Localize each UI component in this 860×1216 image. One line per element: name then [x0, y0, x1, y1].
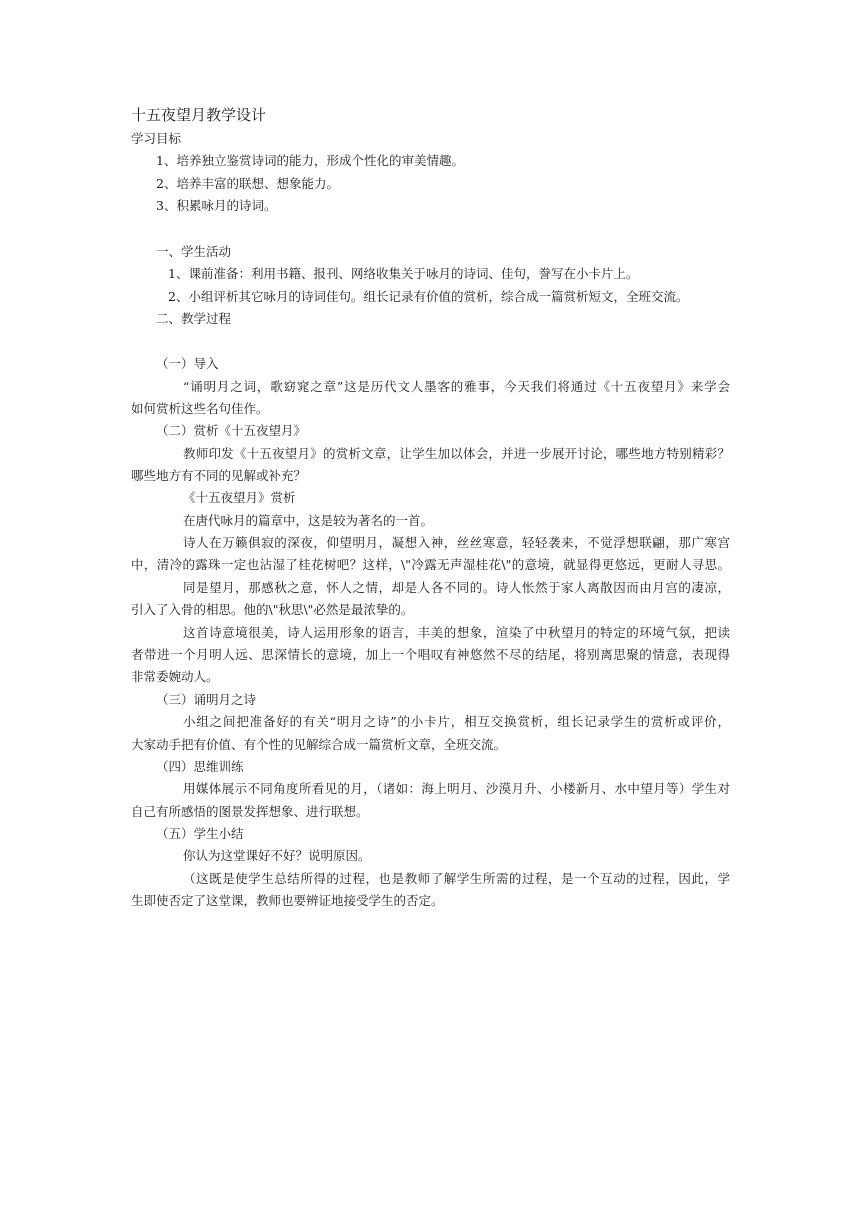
goals-heading: 学习目标	[131, 131, 182, 146]
subsection-heading: （四）思维训练	[156, 759, 244, 774]
goal-item: 1、培养独立鉴赏诗词的能力，形成个性化的审美情趣。	[156, 153, 464, 168]
activity-item: 1、课前准备：利用书籍、报刊、网络收集关于咏月的诗词、佳句，誊写在小卡片上。	[168, 266, 639, 281]
paragraph-line: 生即使否定了这堂课，教师也要辨证地接受学生的否定。	[131, 893, 444, 908]
activity-item: 2、小组评析其它咏月的诗词佳句。组长记录有价值的赏析，综合成一篇赏析短文，全班交流。	[168, 289, 689, 304]
paragraph-line: 用媒体展示不同角度所看见的月，（诸如：海上明月、沙漠月升、小楼新月、水中望月等）学生对	[183, 781, 730, 796]
paragraph-line: 者带进一个月明人远、思深情长的意境，加上一个唱叹有神悠然不尽的结尾，将别离思聚的情意，表现得	[131, 647, 730, 662]
paragraph-line: 非常委婉动人。	[131, 669, 219, 684]
subsection-heading: （五）学生小结	[156, 826, 244, 841]
paragraph-line: 哪些地方有不同的见解或补充？	[131, 468, 307, 483]
section-heading: 一、学生活动	[156, 244, 232, 259]
article-subtitle: 《十五夜望月》赏析	[183, 490, 296, 505]
paragraph-line: 小组之间把准备好的有关“明月之诗”的小卡片，相互交换赏析，组长记录学生的赏析或评价，	[183, 714, 730, 729]
goal-item: 3、积累咏月的诗词。	[156, 198, 277, 213]
section-heading: 二、教学过程	[156, 311, 232, 326]
paragraph-line: 如何赏析这些名句佳作。	[131, 401, 269, 416]
paragraph-line: “诵明月之词，歌窈窕之章”这是历代文人墨客的雅事，今天我们将通过《十五夜望月》来学会	[183, 379, 730, 394]
paragraph-line: 引入了入骨的相思。他的\"秋思\"必然是最浓挚的。	[131, 602, 414, 617]
paragraph-line: 这首诗意境很美，诗人运用形象的语言，丰美的想象，渲染了中秋望月的特定的环境气氛，把读	[183, 625, 730, 640]
paragraph-line: 教师印发《十五夜望月》的赏析文章，让学生加以体会，并进一步展开讨论，哪些地方特别精彩？	[183, 446, 730, 461]
paragraph-line: 在唐代咏月的篇章中，这是较为著名的一首。	[183, 513, 434, 528]
goal-item: 2、培养丰富的联想、想象能力。	[156, 176, 339, 191]
subsection-heading: （一）导入	[156, 356, 219, 371]
paragraph-line: 同是望月，那感秋之意，怀人之情，却是人各不同的。诗人怅然于家人离散因而由月宫的凄凉，	[183, 580, 730, 595]
paragraph-line: 大家动手把有价值、有个性的见解综合成一篇赏析文章，全班交流。	[131, 737, 507, 752]
paragraph-line: 诗人在万籁俱寂的深夜，仰望明月，凝想入神，丝丝寒意，轻轻袭来，不觉浮想联翩，那广寒宫	[183, 535, 730, 550]
subsection-heading: （三）诵明月之诗	[156, 692, 257, 707]
paragraph-line: 自己有所感悟的图景发挥想象、进行联想。	[131, 804, 369, 819]
document-title: 十五夜望月教学设计	[131, 106, 267, 124]
paragraph-line: （这既是使学生总结所得的过程，也是教师了解学生所需的过程，是一个互动的过程，因此，学	[183, 871, 730, 886]
paragraph-line: 你认为这堂课好不好？说明原因。	[183, 848, 371, 863]
paragraph-line: 中，清冷的露珠一定也沾湿了桂花树吧？这样，\"冷露无声湿桂花\"的意境，就显得更悠远，更耐人寻思。	[131, 557, 730, 572]
subsection-heading: （二）赏析《十五夜望月》	[156, 423, 307, 438]
